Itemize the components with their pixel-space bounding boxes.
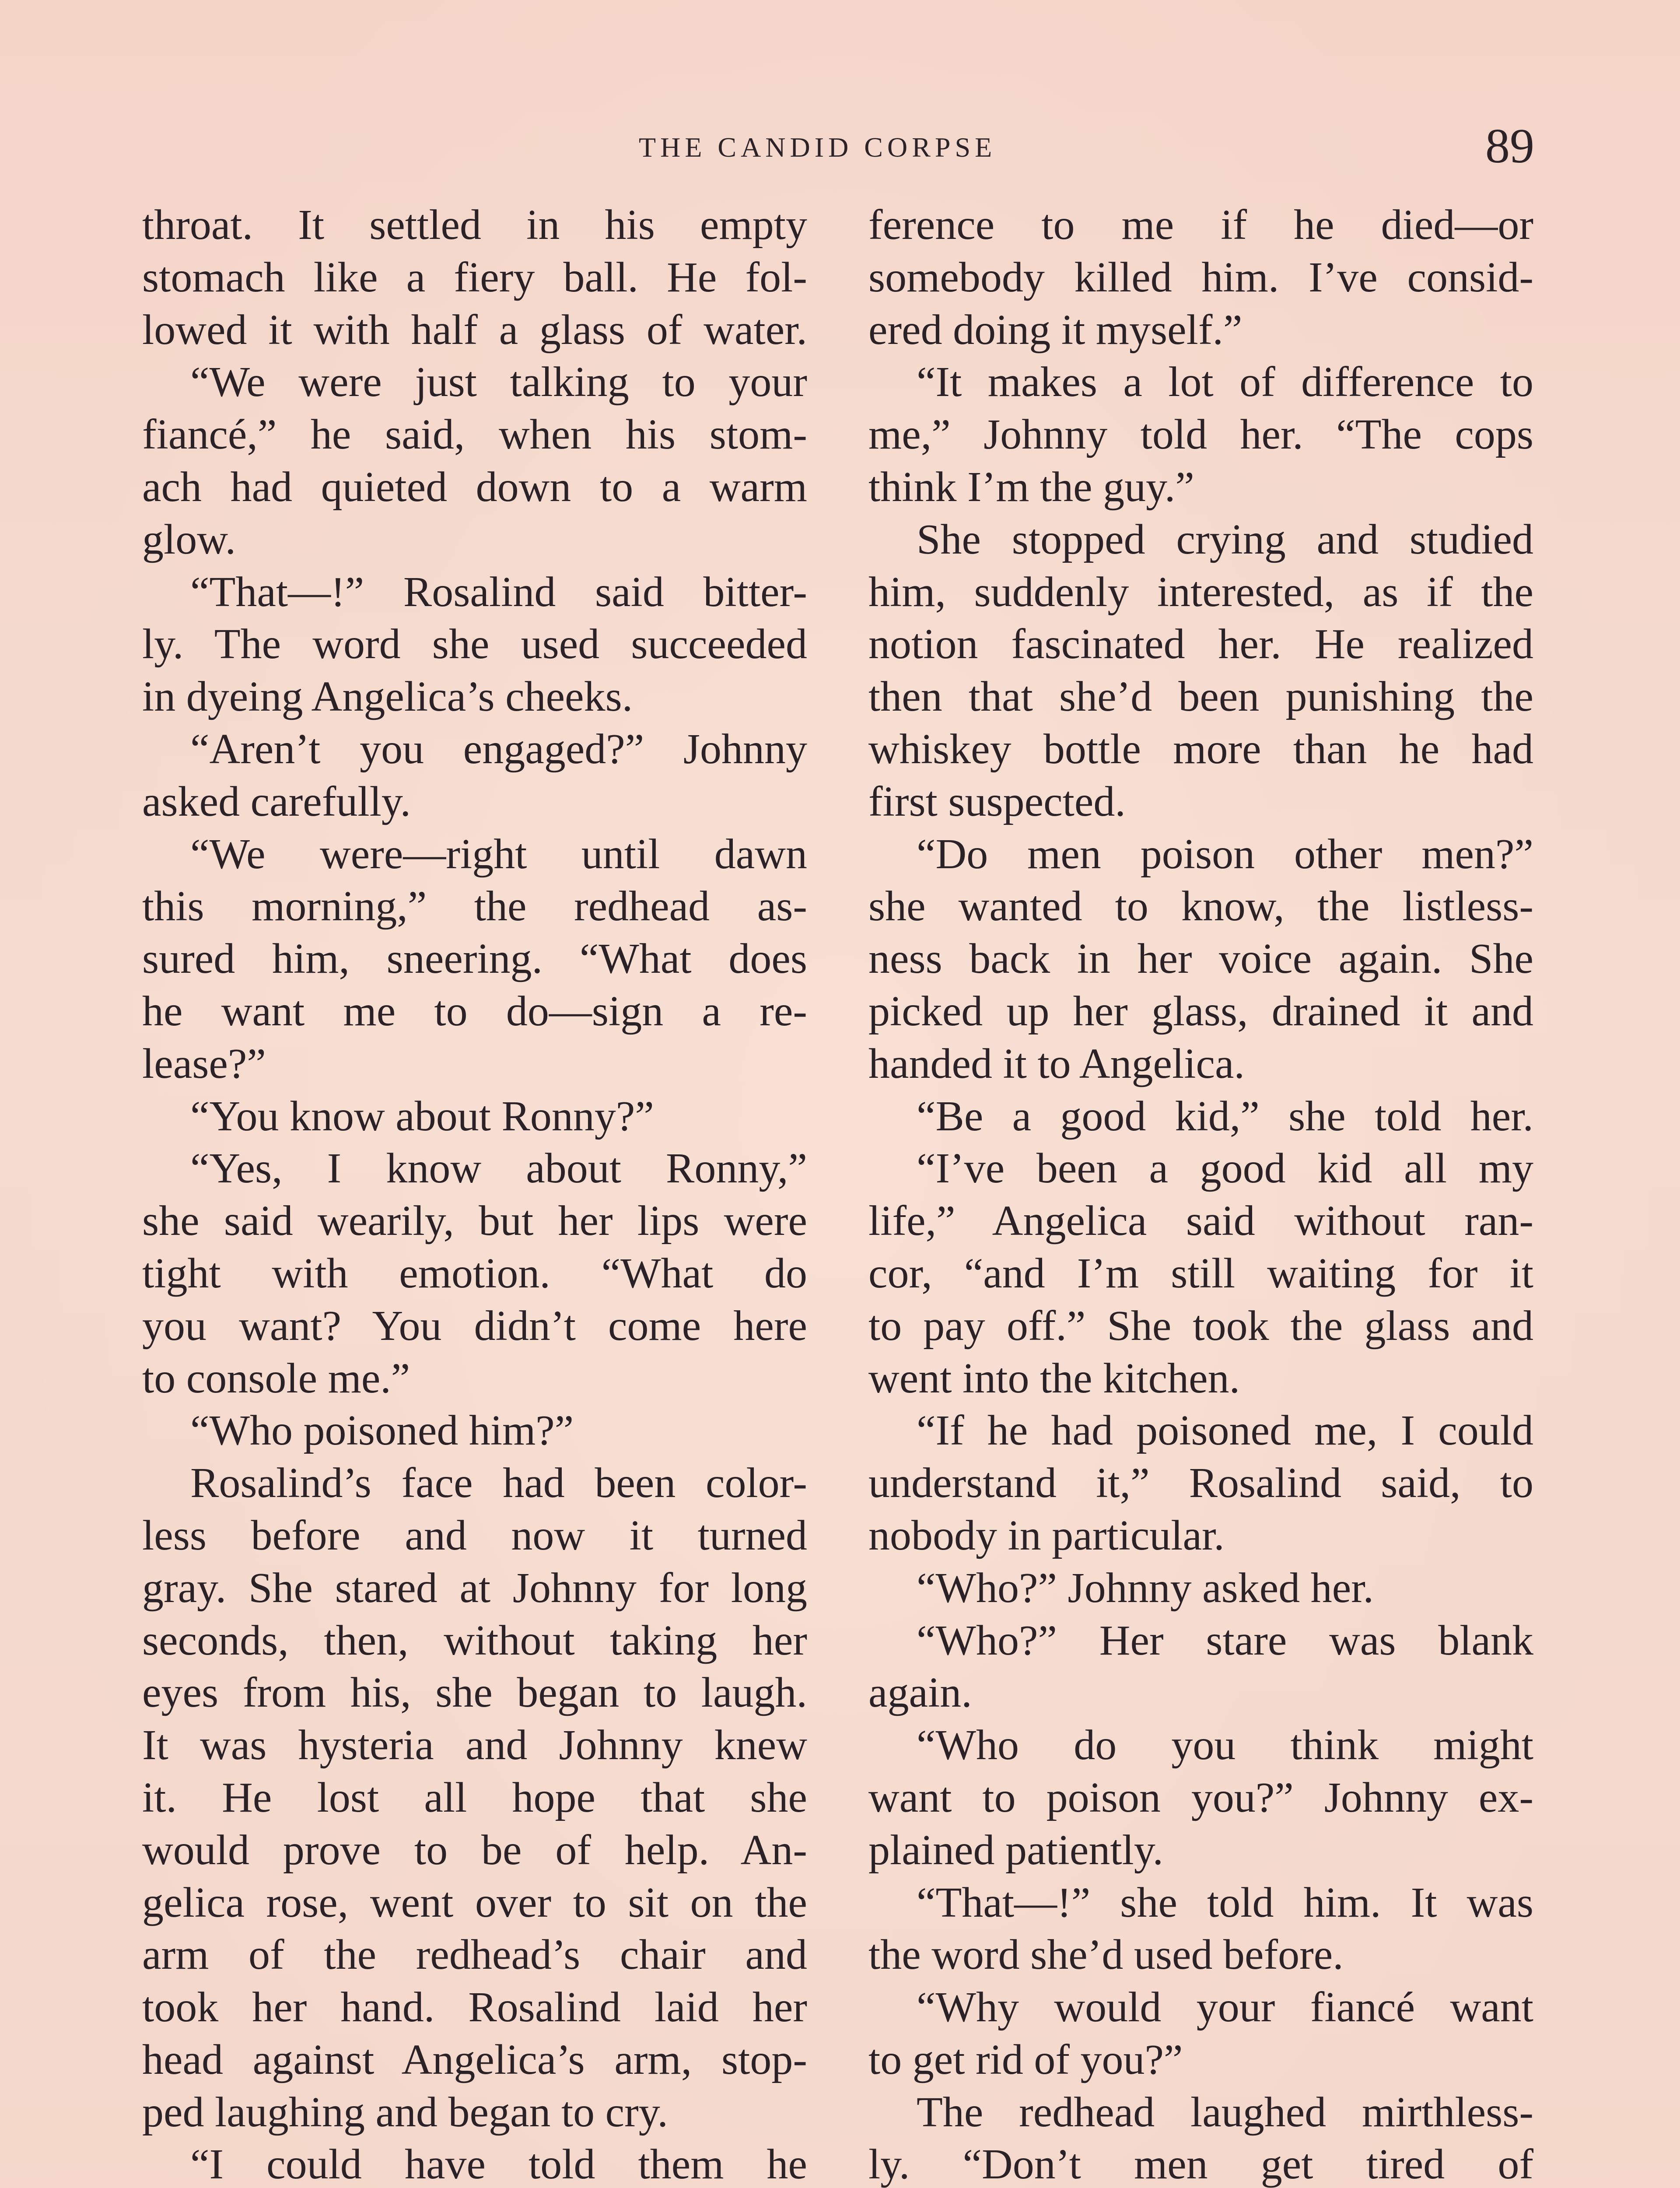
text-line: nobody in particular.: [868, 1511, 1225, 1559]
text-line: lowed it with half a glass of water.: [142, 306, 807, 354]
text-line: “Who?” Her stare was blank: [917, 1616, 1533, 1664]
text-line: gray. She stared at Johnny for long: [142, 1564, 807, 1612]
text-line: asked carefully.: [142, 778, 411, 825]
text-line: ped laughing and began to cry.: [142, 2088, 668, 2136]
text-line: notion fascinated her. He realized: [868, 621, 1533, 668]
text-line: “Who do you think might: [917, 1722, 1533, 1769]
text-line: the word she’d used before.: [868, 1931, 1344, 1979]
text-line: ach had quieted down to a warm: [142, 463, 807, 511]
text-line: took her hand. Rosalind laid her: [142, 1984, 807, 2031]
text-line: me,” Johnny told her. “The cops: [868, 411, 1533, 459]
text-line: she wanted to know, the listless-: [868, 883, 1533, 930]
right-text-column: [868, 199, 1533, 2188]
text-line: It was hysteria and Johnny knew: [142, 1722, 807, 1769]
text-line: went into the kitchen.: [868, 1354, 1240, 1402]
text-line: stomach like a fiery ball. He fol-: [142, 253, 807, 301]
text-line: to console me.”: [142, 1354, 410, 1402]
text-line: head against Angelica’s arm, stop-: [142, 2036, 807, 2083]
text-line: plained patiently.: [868, 1826, 1163, 1874]
text-line: sured him, sneering. “What does: [142, 935, 807, 983]
text-line: “Why would your fiancé want: [917, 1984, 1533, 2031]
text-line: “I’ve been a good kid all my: [917, 1145, 1533, 1192]
text-line: “You know about Ronny?”: [190, 1092, 654, 1140]
text-line: think I’m the guy.”: [868, 463, 1194, 511]
text-line: glow.: [142, 515, 236, 563]
text-line: to pay off.” She took the glass and: [868, 1302, 1533, 1350]
text-line: “Aren’t you engaged?” Johnny: [190, 725, 807, 773]
page-number: 89: [1485, 119, 1534, 173]
text-line: lease?”: [142, 1040, 266, 1087]
text-line: ly. “Don’t men get tired of: [868, 2141, 1533, 2188]
text-line: “Do men poison other men?”: [917, 830, 1533, 878]
text-line: tight with emotion. “What do: [142, 1249, 807, 1297]
text-line: “That—!” she told him. It was: [917, 1879, 1533, 1926]
text-line: life,” Angelica said without ran-: [868, 1197, 1533, 1245]
text-line: he want me to do—sign a re-: [142, 987, 807, 1035]
text-line: first suspected.: [868, 778, 1126, 825]
text-line: then that she’d been punishing the: [868, 673, 1533, 721]
text-line: this morning,” the redhead as-: [142, 883, 807, 930]
text-line: fiancé,” he said, when his stom-: [142, 411, 807, 459]
text-line: cor, “and I’m still waiting for it: [868, 1249, 1533, 1297]
text-line: less before and now it turned: [142, 1511, 807, 1559]
text-line: understand it,” Rosalind said, to: [868, 1459, 1533, 1507]
text-line: would prove to be of help. An-: [142, 1826, 807, 1874]
text-line: “It makes a lot of difference to: [917, 358, 1533, 406]
text-line: “I could have told them he: [190, 2141, 807, 2188]
text-line: seconds, then, without taking her: [142, 1616, 807, 1664]
text-line: “Be a good kid,” she told her.: [917, 1092, 1533, 1140]
text-line: in dyeing Angelica’s cheeks.: [142, 673, 633, 721]
text-line: She stopped crying and studied: [917, 515, 1533, 563]
text-line: “That—!” Rosalind said bitter-: [190, 568, 807, 616]
text-line: ered doing it myself.”: [868, 306, 1242, 354]
text-line: picked up her glass, drained it and: [868, 987, 1533, 1035]
text-line: it. He lost all hope that she: [142, 1774, 807, 1821]
text-line: “We were—right until dawn: [190, 830, 807, 878]
text-line: ference to me if he died—or: [868, 201, 1533, 249]
text-line: gelica rose, went over to sit on the: [142, 1879, 807, 1926]
text-line: she said wearily, but her lips were: [142, 1197, 807, 1245]
text-line: ly. The word she used succeeded: [142, 621, 807, 668]
left-text-column: [142, 199, 807, 2188]
text-line: Rosalind’s face had been color-: [190, 1459, 807, 1507]
text-line: “Yes, I know about Ronny,”: [190, 1145, 807, 1192]
text-line: him, suddenly interested, as if the: [868, 568, 1533, 616]
text-line: want to poison you?” Johnny ex-: [868, 1774, 1533, 1821]
text-line: somebody killed him. I’ve consid-: [868, 253, 1533, 301]
text-line: whiskey bottle more than he had: [868, 725, 1533, 773]
text-line: “We were just talking to your: [190, 358, 807, 406]
text-line: “If he had poisoned me, I could: [917, 1407, 1533, 1455]
text-line: ness back in her voice again. She: [868, 935, 1533, 983]
text-line: “Who poisoned him?”: [190, 1407, 574, 1455]
text-line: arm of the redhead’s chair and: [142, 1931, 807, 1979]
text-line: again.: [868, 1669, 972, 1717]
text-line: you want? You didn’t come here: [142, 1302, 807, 1350]
running-title: THE CANDID CORPSE: [639, 132, 997, 163]
text-line: eyes from his, she began to laugh.: [142, 1669, 807, 1717]
text-line: throat. It settled in his empty: [142, 201, 807, 249]
text-line: The redhead laughed mirthless-: [917, 2088, 1533, 2136]
text-line: to get rid of you?”: [868, 2036, 1183, 2083]
text-line: “Who?” Johnny asked her.: [917, 1564, 1374, 1612]
text-line: handed it to Angelica.: [868, 1040, 1245, 1087]
